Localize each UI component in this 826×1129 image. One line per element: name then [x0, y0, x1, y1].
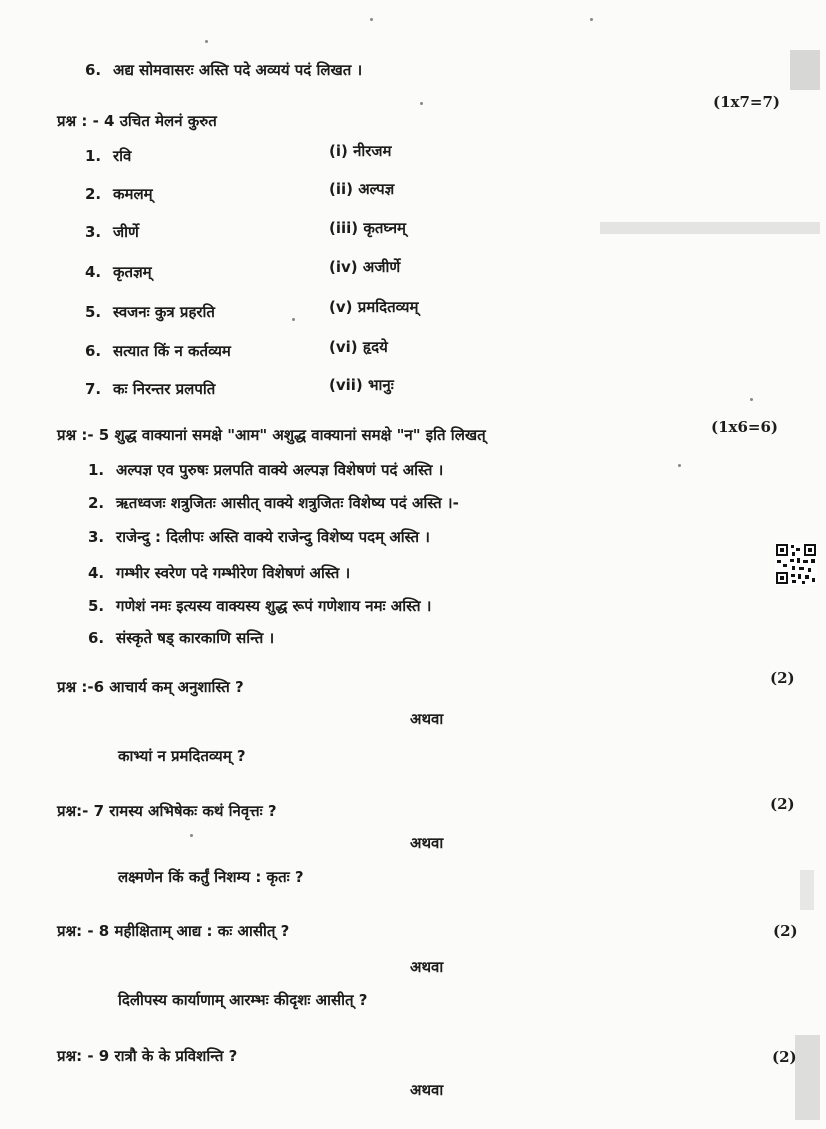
q8-alternative: दिलीपस्य कार्याणाम् आरम्भः कीदृशः आसीत् ?	[118, 991, 368, 1009]
q5-statement-number: 3.	[88, 528, 105, 546]
scan-noise-right-edge	[800, 870, 814, 910]
q5-statement-number: 1.	[88, 461, 105, 479]
q8-marks: (2)	[773, 922, 798, 940]
q4-marks: (1x7=7)	[713, 93, 781, 111]
q4-left-text: कः निरन्तर प्रलपति	[113, 380, 216, 398]
q4-left-text: जीर्णे	[113, 223, 139, 241]
q7-title: प्रश्न:- 7 रामस्य अभिषेकः कथं निवृत्तः ?	[57, 802, 277, 820]
q4-right-item-3: (iii) कृतघ्नम्	[329, 219, 406, 237]
q7-athava: अथवा	[410, 834, 444, 852]
q4-left-item-1	[85, 146, 131, 166]
q4-right-item-5: (v) प्रमदितव्यम्	[329, 298, 419, 316]
q4-left-text: कमलम्	[113, 185, 153, 203]
q5-statement-text: अल्पज्ञ एव पुरुषः प्रलपति वाक्ये अल्पज्ञ विशेषणं पदं अस्ति ।	[116, 461, 444, 479]
q4-left-item-3	[85, 222, 139, 242]
q4-left-number: 1.	[85, 147, 102, 165]
q3-item-6-number: 6.	[85, 61, 102, 79]
q5-marks: (1x6=6)	[711, 418, 779, 436]
q4-right-item-7: (vii) भानुः	[329, 376, 394, 394]
speck	[590, 18, 593, 21]
q5-statement-number: 6.	[88, 629, 105, 647]
q4-left-text: कृतज्ञम्	[113, 263, 152, 281]
q3-item-6	[85, 60, 362, 80]
q5-statement-text: गणेशं नमः इत्यस्य वाक्यस्य शुद्ध रूपं गणेशाय नमः अस्ति ।	[116, 597, 432, 615]
q4-right-item-4: (iv) अजीर्णे	[329, 258, 401, 276]
q7-alternative: लक्ष्मणेन किं कर्तुं निशम्य : कृतः ?	[118, 868, 304, 886]
scan-noise-mid-right	[600, 222, 820, 234]
q4-left-item-2	[85, 184, 153, 204]
q5-statement-text: राजेन्दु : दिलीपः अस्ति वाक्ये राजेन्दु विशेष्य पदम् अस्ति ।	[116, 528, 430, 546]
q5-statement-number: 4.	[88, 564, 105, 582]
q4-left-item-7	[85, 379, 215, 399]
qr-code-icon	[775, 543, 817, 585]
q4-left-text: सत्यात किं न कर्तव्यम	[113, 342, 231, 360]
q9-marks: (2)	[772, 1048, 797, 1066]
q4-right-item-6: (vi) हृदये	[329, 338, 388, 356]
q5-statement-5	[88, 596, 431, 616]
q5-statement-text: संस्कृते षड् कारकाणि सन्ति ।	[116, 629, 275, 647]
scan-noise-bottom-right	[795, 1035, 820, 1120]
speck	[190, 834, 193, 837]
q4-right-item-2: (ii) अल्पज्ञ	[329, 180, 395, 198]
speck	[750, 398, 753, 401]
q4-left-item-4	[85, 262, 152, 282]
q8-athava: अथवा	[410, 958, 444, 976]
q6-marks: (2)	[770, 669, 795, 687]
speck	[370, 18, 373, 21]
q5-title: प्रश्न :- 5 शुद्ध वाक्यानां समक्षे "आम" अशुद्ध वाक्यानां समक्षे "न" इति लिखत्	[57, 426, 486, 444]
speck	[205, 40, 208, 43]
q9-title: प्रश्न: - 9 रात्रौ के के प्रविशन्ति ?	[57, 1047, 238, 1065]
q5-statement-3	[88, 527, 430, 547]
q4-left-item-6	[85, 341, 231, 361]
q6-athava: अथवा	[410, 710, 444, 728]
q4-left-number: 5.	[85, 303, 102, 321]
q4-left-number: 4.	[85, 263, 102, 281]
q9-athava: अथवा	[410, 1081, 444, 1099]
q8-title: प्रश्न: - 8 महीक्षिताम् आद्य : कः आसीत् ?	[57, 922, 290, 940]
q5-statement-number: 2.	[88, 494, 105, 512]
q5-statement-4	[88, 563, 350, 583]
q4-left-number: 2.	[85, 185, 102, 203]
q5-statement-1	[88, 460, 443, 480]
q5-statement-number: 5.	[88, 597, 105, 615]
speck	[292, 318, 295, 321]
q5-statement-2	[88, 493, 459, 513]
q5-statement-text: गम्भीर स्वरेण पदे गम्भीरेण विशेषणं अस्ति ।	[116, 564, 351, 582]
q4-left-number: 6.	[85, 342, 102, 360]
q4-left-text: स्वजनः कुत्र प्रहरति	[113, 303, 215, 321]
speck	[678, 464, 681, 467]
q6-alternative: काभ्यां न प्रमदितव्यम् ?	[118, 747, 246, 765]
q4-right-item-1: (i) नीरजम	[329, 142, 392, 160]
q5-statement-6	[88, 628, 274, 648]
scan-noise-top-right	[790, 50, 820, 90]
q6-title: प्रश्न :-6 आचार्य कम् अनुशास्ति ?	[57, 678, 244, 696]
speck	[420, 102, 423, 105]
q4-left-number: 7.	[85, 380, 102, 398]
q4-left-item-5	[85, 302, 215, 322]
q3-item-6-text: अद्य सोमवासरः अस्ति पदे अव्ययं पदं लिखत ।	[113, 61, 363, 79]
q4-title: प्रश्न : - 4 उचित मेलनं कुरुत	[57, 112, 217, 130]
q5-statement-text: ऋतध्वजः शत्रुजितः आसीत् वाक्ये शत्रुजितः विशेष्य पदं अस्ति ।-	[116, 494, 459, 512]
q4-left-number: 3.	[85, 223, 102, 241]
q4-left-text: रवि	[113, 147, 132, 165]
q7-marks: (2)	[770, 795, 795, 813]
